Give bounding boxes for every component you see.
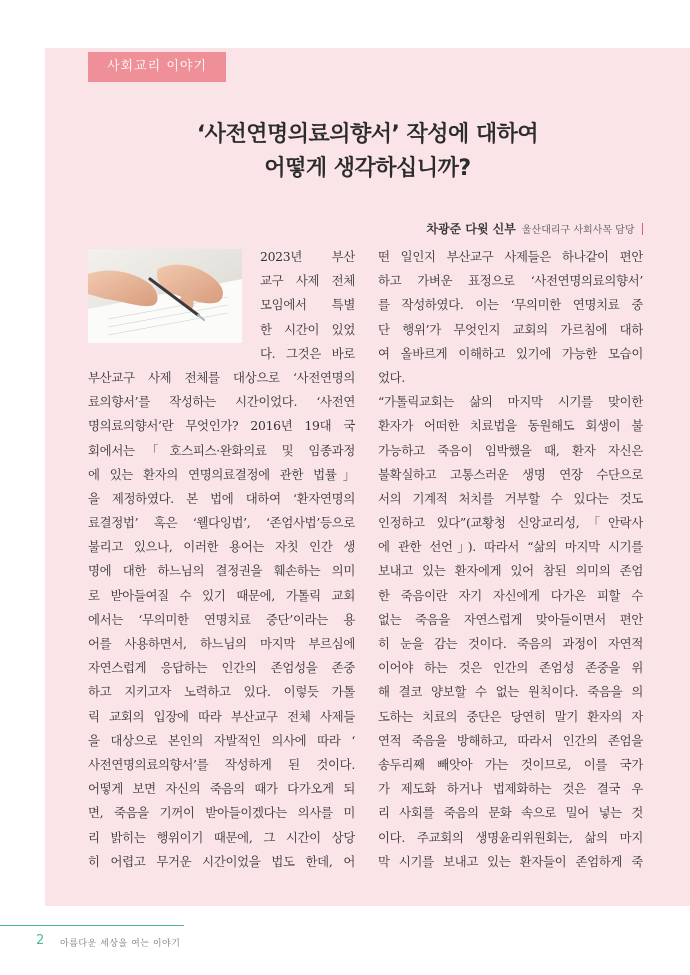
text-line: 도하는 치료의 중단은 당연히 말기 환자의 자 bbox=[378, 708, 643, 724]
text-line: 을 제정하였다. 본 법에 대하여 ‘환자연명의 bbox=[88, 490, 355, 506]
text-line: 로 받아들여질 수 있기 때문에, 가톨릭 교회 bbox=[88, 587, 355, 603]
text-line: 서의 기계적 처치를 거부할 수 있다는 것도 bbox=[378, 490, 643, 506]
text-line: 명의료의향서’란 무엇인가? 2016년 19대 국 bbox=[88, 418, 355, 434]
text-line: 어떻게 보면 자신의 죽음의 때가 다가오게 되 bbox=[88, 781, 355, 797]
text-line: 막 시기를 보내고 있는 환자들이 존엄하게 죽 bbox=[378, 853, 643, 869]
text-line: 히 눈을 감는 것이다. 죽음의 과정이 자연적 bbox=[378, 636, 643, 651]
text-line: 히 어렵고 무거운 시간이었을 법도 한데, 어 bbox=[88, 853, 355, 869]
text-line: 가 제도화 하거나 법제화하는 것은 결국 우 bbox=[378, 781, 643, 797]
text-line: 사전연명의료의향서’를 작성하게 된 것이다. bbox=[88, 756, 355, 772]
text-line: 불확실하고 고통스러운 생명 연장 수단으로 bbox=[378, 466, 643, 482]
text-line: “가톨릭교회는 삶의 마지막 시기를 맞이한 bbox=[378, 394, 643, 410]
text-line: 부산교구 사제 전체를 대상으로 ‘사전연명의 bbox=[88, 369, 355, 385]
text-line: 명에 대한 하느님의 결정권을 훼손하는 의미 bbox=[88, 563, 355, 579]
text-line: 에서는 ‘무의미한 연명치료 중단’이라는 용 bbox=[88, 611, 355, 627]
text-line: 료의향서’를 작성하는 시간이었다. ‘사전연 bbox=[88, 394, 355, 410]
title-line-1: ‘사전연명의료의향서’ 작성에 대하여 bbox=[196, 122, 539, 147]
text-line: 을 대상으로 본인의 자발적인 의사에 따라 ‘ bbox=[88, 732, 355, 748]
text-line: 한 죽음이란 자기 자신에게 다가온 피할 수 bbox=[378, 587, 643, 603]
text-line: 해 결코 양보할 수 없는 원칙이다. 죽음을 의 bbox=[378, 684, 643, 700]
text-line: 보내고 있는 환자에게 있어 참된 의미의 존엄 bbox=[378, 563, 643, 579]
text-line: 떤 일인지 부산교구 사제들은 하나같이 편안 bbox=[378, 249, 643, 264]
text-line: 하고 지키고자 노력하고 있다. 이렇듯 가톨 bbox=[88, 684, 355, 700]
right-column bbox=[378, 245, 643, 874]
left-column bbox=[88, 245, 355, 874]
text-line: 2023년 부산 bbox=[260, 249, 355, 264]
text-line: 릭 교회의 입장에 따라 부산교구 전체 사제들 bbox=[88, 708, 355, 724]
text-line: 다. 그것은 바로 bbox=[260, 345, 355, 361]
page-number: 2 bbox=[36, 933, 45, 948]
text-line: 연적 죽음을 방해하고, 따라서 인간의 존엄을 bbox=[378, 732, 643, 748]
text-line: 면, 죽음을 기꺼이 받아들이겠다는 의사를 미 bbox=[88, 805, 355, 821]
text-line: 이어야 하는 것은 인간의 존엄성 존중을 위 bbox=[378, 660, 643, 676]
text-line: 단 행위’가 무엇인지 교회의 가르침에 대하 bbox=[378, 321, 643, 337]
text-line: 에 있는 환자의 연명의료결정에 관한 법률」 bbox=[88, 466, 355, 482]
text-line: 환자가 어떠한 치료법을 동원해도 회생이 불 bbox=[378, 418, 643, 434]
text-line: 리 밝히는 행위이기 때문에, 그 시간이 상당 bbox=[88, 829, 355, 845]
text-line: 송두리째 빼앗아 가는 것이므로, 이를 국가 bbox=[378, 756, 643, 772]
byline bbox=[426, 220, 643, 237]
text-line: 인정하고 있다”(교황청 신앙교리성,「안락사 bbox=[378, 515, 643, 531]
text-line: 료결정법’ 혹은 ‘웰다잉법’, ‘존엄사법’등으로 bbox=[88, 515, 355, 531]
author-name: 차광준 다윗 신부 bbox=[426, 222, 516, 236]
publication-title: 아름다운 세상을 여는 이야기 bbox=[60, 939, 181, 949]
text-line: 없는 죽음을 자연스럽게 맞아들이면서 편안 bbox=[378, 611, 643, 627]
author-role: 울산대리구 사회사목 담당 bbox=[521, 225, 635, 236]
text-line: 를 작성하였다. 이는 ‘무의미한 연명치료 중 bbox=[378, 297, 643, 313]
text-line: 어를 사용하면서, 하느님의 마지막 부르심에 bbox=[88, 636, 355, 651]
text-line: 교구 사제 전체 bbox=[260, 273, 355, 289]
text-line: 리 사회를 죽음의 문화 속으로 밀어 넣는 것 bbox=[378, 805, 643, 821]
text-line: 불리고 있으나, 이러한 용어는 자칫 인간 생 bbox=[88, 539, 355, 555]
text-line: 에 관한 선언」). 따라서 “삶의 마지막 시기를 bbox=[378, 539, 643, 555]
text-line: 자연스럽게 응답하는 인간의 존엄성을 존중 bbox=[88, 660, 355, 676]
text-line: 가능하고 죽음이 임박했을 때, 환자 자신은 bbox=[378, 442, 643, 458]
text-line: 었다. bbox=[378, 369, 405, 385]
text-line: 이다. 주교회의 생명윤리위원회는, 삶의 마지 bbox=[378, 829, 643, 845]
text-line: 모임에서 특별 bbox=[260, 297, 355, 313]
article-title bbox=[45, 118, 690, 186]
footer-rule bbox=[0, 925, 184, 926]
section-tag: 사회교리 이야기 bbox=[88, 52, 226, 82]
text-line: 한 시간이 있었 bbox=[260, 321, 355, 337]
title-line-2: 어떻게 생각하십니까? bbox=[264, 156, 471, 181]
text-line: 회에서는「호스피스·완화의료 및 임종과정 bbox=[88, 442, 355, 458]
text-line: 여 올바르게 이해하고 있기에 가능한 모습이 bbox=[378, 345, 643, 361]
text-line: 하고 가벼운 표정으로 ‘사전연명의료의향서’ bbox=[378, 273, 643, 289]
byline-divider bbox=[642, 223, 644, 235]
